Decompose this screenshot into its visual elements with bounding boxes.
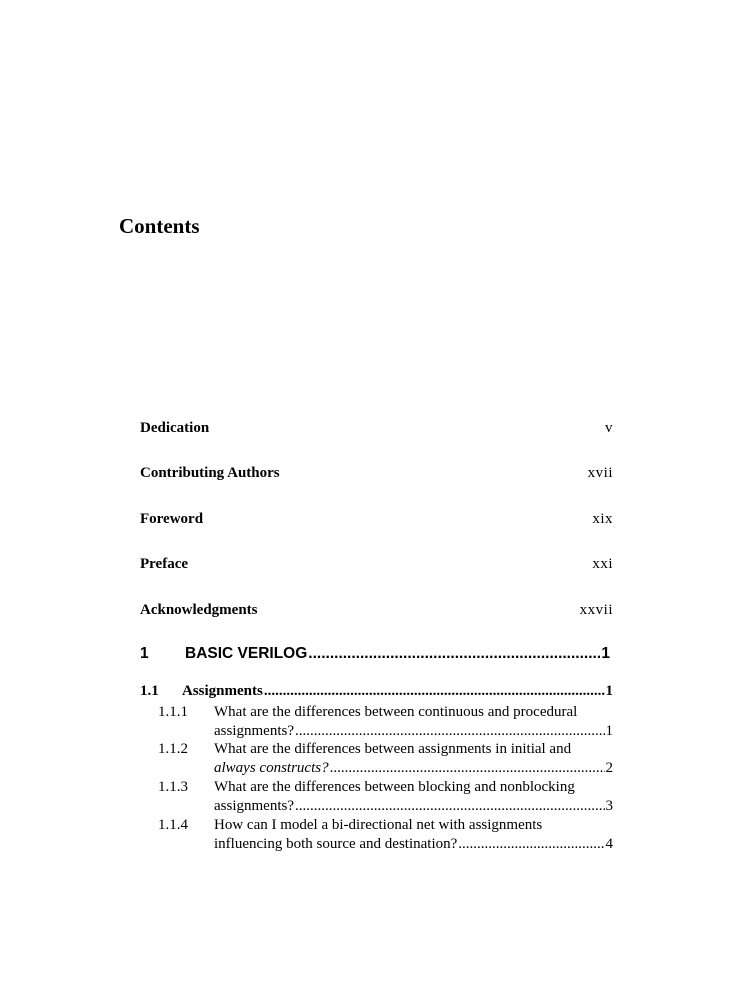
- section-page: 1: [605, 683, 613, 699]
- toc-chapter-entry[interactable]: [140, 645, 610, 663]
- toc-entry-dedication[interactable]: [140, 420, 613, 437]
- toc-entry-page: xix: [592, 511, 613, 527]
- toc-entry-contributing-authors[interactable]: [140, 465, 613, 482]
- dot-leader: [264, 683, 605, 700]
- toc-entry-page: xxvii: [579, 602, 613, 618]
- subsection-title-line2: influencing both source and destination?: [214, 836, 458, 852]
- dot-leader: [330, 759, 605, 778]
- subsection-title-line2: assignments?: [214, 723, 294, 739]
- toc-section-entry[interactable]: [140, 683, 613, 700]
- subsection-page: 4: [605, 836, 613, 852]
- subsection-title-line2: assignments?: [214, 798, 294, 814]
- subsection-page: 1: [605, 723, 613, 739]
- subsection-title-line1: What are the differences between blocking and nonblocking: [214, 779, 575, 795]
- chapter-title: BASIC VERILOG: [185, 645, 308, 662]
- toc-entry-foreword[interactable]: [140, 511, 613, 528]
- subsection-title-line1: What are the differences between continuous and procedural: [214, 704, 578, 720]
- dot-leader: [295, 797, 605, 816]
- dot-leader: [308, 645, 600, 663]
- section-number: 1.1: [140, 683, 159, 699]
- toc-entry-acknowledgments[interactable]: [140, 602, 613, 619]
- subsection-title-line2: always constructs?: [214, 760, 329, 776]
- subsection-title-line1: How can I model a bi-directional net with assignments: [214, 817, 543, 833]
- toc-entry-page: xxi: [592, 556, 613, 572]
- toc-entry-page: xvii: [587, 465, 613, 481]
- toc-entry-preface[interactable]: [140, 556, 613, 573]
- subsection-number: 1.1.2: [158, 741, 188, 757]
- chapter-page: 1: [601, 645, 610, 662]
- toc-entry-page: v: [605, 420, 613, 436]
- chapter-number: 1: [140, 645, 149, 662]
- subsection-number: 1.1.3: [158, 779, 188, 795]
- toc-entry-label: Acknowledgments: [140, 602, 258, 618]
- subsection-number: 1.1.4: [158, 817, 188, 833]
- dot-leader: [295, 722, 605, 741]
- dot-leader: [458, 835, 604, 854]
- toc-entry-label: Contributing Authors: [140, 465, 280, 481]
- toc-entry-label: Foreword: [140, 511, 204, 527]
- toc-entry-label: Preface: [140, 556, 189, 572]
- subsection-number: 1.1.1: [158, 704, 188, 720]
- subsection-page: 2: [605, 760, 613, 776]
- subsection-title-line1: What are the differences between assignments in initial and: [214, 741, 572, 757]
- page-title: Contents: [119, 214, 200, 238]
- toc-entry-label: Dedication: [140, 420, 210, 436]
- section-title: Assignments: [182, 683, 263, 699]
- subsection-page: 3: [605, 798, 613, 814]
